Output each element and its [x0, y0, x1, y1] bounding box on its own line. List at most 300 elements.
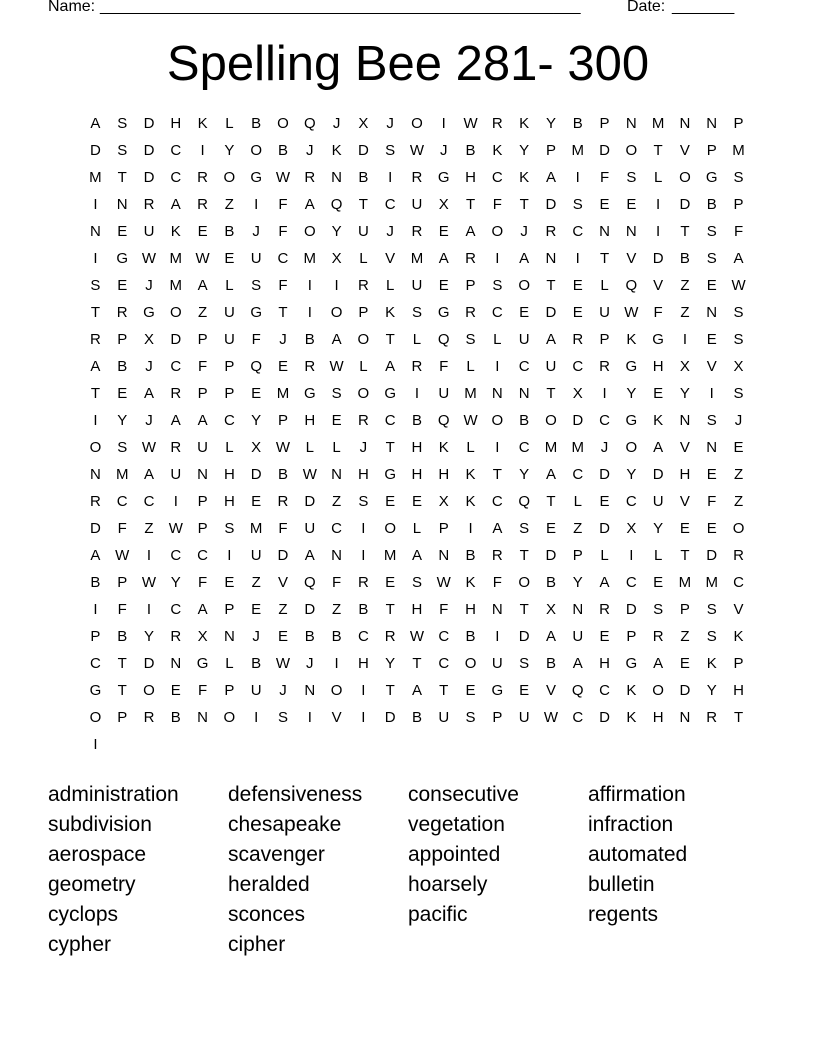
grid-letter: D [277, 547, 289, 564]
grid-letter: B [117, 358, 128, 375]
grid-letter: N [491, 385, 503, 402]
grid-letter: E [706, 277, 717, 294]
grid-letter: S [519, 520, 530, 537]
grid-letter: E [251, 385, 262, 402]
grid-letter: A [653, 439, 664, 456]
word-list-item: aerospace [48, 843, 147, 866]
grid-letter: I [227, 547, 232, 564]
grid-letter: V [545, 682, 556, 699]
grid-letter: R [277, 493, 289, 510]
grid-letter: C [599, 682, 610, 699]
grid-letter: E [385, 493, 396, 510]
grid-letter: E [519, 682, 530, 699]
grid-letter: E [251, 601, 262, 618]
grid-letter: F [117, 520, 127, 537]
grid-letter: W [463, 115, 478, 132]
grid-letter: E [653, 574, 664, 591]
grid-letter: L [359, 250, 368, 267]
word-list-item: cyclops [48, 903, 119, 926]
grid-letter: A [599, 574, 610, 591]
grid-letter: D [679, 196, 691, 213]
grid-letter: E [385, 574, 396, 591]
grid-letter: P [733, 655, 744, 672]
grid-letter: G [491, 682, 504, 699]
grid-letter: Y [626, 466, 637, 483]
grid-letter: U [357, 223, 369, 240]
grid-letter: D [357, 142, 369, 159]
grid-letter: I [575, 169, 580, 186]
grid-letter: P [117, 574, 128, 591]
grid-letter: R [89, 493, 101, 510]
grid-letter: Y [626, 385, 637, 402]
grid-letter: I [93, 250, 98, 267]
grid-letter: F [492, 574, 502, 591]
grid-letter: S [411, 304, 422, 321]
grid-letter: G [625, 412, 638, 429]
grid-letter: W [302, 466, 317, 483]
grid-letter: T [385, 682, 395, 699]
grid-letter: S [331, 385, 342, 402]
grid-letter: A [465, 223, 476, 240]
grid-letter: P [224, 682, 235, 699]
grid-letter: I [334, 277, 339, 294]
grid-letter: I [495, 250, 500, 267]
grid-letter: H [357, 655, 369, 672]
grid-letter: C [277, 250, 289, 267]
grid-letter: E [733, 439, 744, 456]
grid-letter: Z [251, 574, 261, 591]
grid-letter: P [599, 331, 610, 348]
grid-letter: C [491, 304, 503, 321]
grid-letter: T [358, 196, 368, 213]
grid-letter: P [545, 142, 556, 159]
grid-letter: S [626, 169, 637, 186]
grid-letter: C [518, 358, 530, 375]
grid-letter: U [411, 196, 423, 213]
grid-letter: I [93, 601, 98, 618]
grid-letter: R [545, 223, 557, 240]
grid-letter: V [277, 574, 288, 591]
grid-letter: H [652, 358, 664, 375]
grid-letter: T [519, 601, 529, 618]
grid-letter: V [733, 601, 744, 618]
grid-letter: P [90, 628, 101, 645]
grid-letter: Q [303, 115, 316, 132]
grid-letter: H [304, 412, 316, 429]
grid-letter: E [599, 196, 610, 213]
grid-letter: U [438, 709, 450, 726]
grid-letter: C [491, 169, 503, 186]
grid-letter: L [225, 115, 234, 132]
grid-letter: Y [519, 142, 530, 159]
grid-letter: M [276, 385, 290, 402]
grid-letter: S [706, 412, 717, 429]
grid-letter: O [330, 304, 343, 321]
grid-letter: I [361, 682, 366, 699]
grid-letter: U [250, 547, 262, 564]
word-list-item: chesapeake [228, 813, 342, 836]
grid-letter: B [277, 466, 288, 483]
grid-letter: D [599, 466, 610, 483]
word-list-item: heralded [228, 873, 310, 896]
grid-letter: H [438, 466, 450, 483]
grid-letter: N [116, 196, 128, 213]
grid-letter: R [652, 628, 664, 645]
grid-letter: E [679, 655, 690, 672]
grid-letter: F [198, 682, 208, 699]
grid-letter: O [143, 682, 155, 699]
grid-letter: Y [572, 574, 583, 591]
grid-letter: K [706, 655, 717, 672]
grid-letter: T [439, 682, 449, 699]
grid-letter: N [679, 115, 691, 132]
grid-letter: D [304, 601, 316, 618]
grid-letter: N [706, 439, 718, 456]
grid-letter: N [518, 385, 530, 402]
grid-letter: S [224, 520, 235, 537]
grid-letter: F [492, 196, 502, 213]
grid-letter: R [411, 169, 423, 186]
grid-letter: T [546, 493, 556, 510]
grid-letter: M [383, 547, 397, 564]
grid-letter: K [438, 439, 449, 456]
grid-letter: F [278, 520, 288, 537]
grid-letter: W [409, 142, 425, 159]
grid-letter: D [89, 520, 101, 537]
grid-letter: D [545, 547, 557, 564]
grid-letter: S [117, 439, 128, 456]
grid-letter: C [223, 412, 235, 429]
grid-letter: O [491, 223, 504, 240]
grid-letter: O [223, 169, 236, 186]
grid-letter: K [465, 574, 476, 591]
grid-letter: R [116, 304, 128, 321]
grid-letter: I [495, 628, 500, 645]
grid-letter: E [224, 574, 235, 591]
grid-letter: D [143, 169, 155, 186]
grid-letter: U [438, 385, 450, 402]
grid-letter: H [679, 466, 691, 483]
grid-letter: J [145, 358, 153, 375]
grid-letter: R [304, 358, 316, 375]
grid-letter: R [733, 547, 744, 564]
grid-letter: D [545, 304, 557, 321]
grid-letter: B [170, 709, 181, 726]
grid-letter: F [599, 169, 610, 186]
grid-letter: R [491, 547, 503, 564]
grid-letter: E [519, 304, 530, 321]
grid-letter: O [250, 142, 263, 159]
grid-letter: J [279, 331, 287, 348]
grid-letter: A [304, 196, 315, 213]
grid-letter: Y [170, 574, 181, 591]
grid-letter: X [197, 628, 208, 645]
grid-letter: A [438, 250, 449, 267]
grid-letter: I [629, 547, 634, 564]
grid-letter: V [679, 493, 690, 510]
grid-letter: P [117, 709, 128, 726]
grid-letter: Z [573, 520, 583, 537]
grid-letter: L [600, 277, 609, 294]
grid-letter: T [385, 331, 395, 348]
grid-letter: I [361, 520, 366, 537]
grid-letter: T [519, 196, 529, 213]
grid-letter: R [599, 601, 610, 618]
grid-letter: I [388, 169, 393, 186]
grid-letter: T [117, 169, 127, 186]
grid-letter: V [653, 277, 664, 294]
word-list-item: pacific [408, 903, 468, 926]
grid-letter: H [599, 655, 610, 672]
grid-letter: Y [519, 466, 530, 483]
grid-letter: C [143, 493, 155, 510]
grid-letter: P [197, 493, 208, 510]
grid-letter: B [224, 223, 235, 240]
grid-letter: O [277, 115, 289, 132]
grid-letter: S [706, 223, 717, 240]
grid-letter: Y [331, 223, 342, 240]
grid-letter: D [143, 655, 155, 672]
grid-letter: R [197, 169, 208, 186]
grid-letter: B [545, 574, 556, 591]
grid-letter: F [278, 277, 288, 294]
grid-letter: O [357, 385, 370, 402]
grid-letter: T [546, 277, 556, 294]
grid-letter: M [89, 169, 102, 186]
word-list-item [408, 931, 588, 961]
grid-letter: M [169, 250, 183, 267]
grid-letter: R [170, 628, 182, 645]
grid-letter: C [572, 358, 584, 375]
grid-letter: K [626, 709, 637, 726]
grid-letter: A [90, 115, 101, 132]
grid-letter: T [733, 709, 744, 726]
grid-letter: A [170, 412, 181, 429]
grid-letter: L [653, 169, 663, 186]
grid-letter: X [358, 115, 369, 132]
grid-letter: Z [144, 520, 154, 537]
grid-letter: T [90, 304, 100, 321]
grid-letter: P [358, 304, 369, 321]
grid-letter: E [465, 682, 476, 699]
word-list-item [588, 931, 768, 961]
grid-letter: A [197, 601, 208, 618]
grid-letter: N [223, 628, 235, 645]
grid-letter: A [545, 466, 556, 483]
grid-letter: K [519, 169, 530, 186]
grid-letter: B [358, 601, 369, 618]
grid-letter: W [436, 574, 451, 591]
grid-letter: H [411, 439, 423, 456]
grid-letter: J [306, 142, 314, 159]
grid-letter: I [146, 547, 152, 564]
grid-letter: P [572, 547, 583, 564]
grid-letter: L [225, 439, 234, 456]
grid-letter: U [223, 331, 235, 348]
grid-letter: S [519, 655, 530, 672]
grid-letter: D [143, 142, 155, 159]
grid-letter: H [733, 682, 744, 699]
grid-letter: Q [330, 196, 343, 213]
grid-letter: M [410, 250, 424, 267]
grid-letter: A [519, 250, 530, 267]
grid-letter: F [278, 223, 288, 240]
word-list-item: scavenger [228, 843, 325, 866]
grid-letter: W [275, 439, 291, 456]
grid-letter: F [198, 358, 208, 375]
grid-letter: F [733, 223, 744, 240]
grid-letter: H [411, 601, 423, 618]
grid-letter: S [572, 196, 583, 213]
grid-letter: E [626, 196, 637, 213]
grid-letter: W [731, 277, 746, 294]
grid-letter: S [733, 385, 744, 402]
grid-letter: S [465, 331, 476, 348]
word-list [48, 781, 768, 961]
grid-letter: M [732, 142, 745, 159]
grid-letter: D [679, 682, 691, 699]
grid-letter: D [599, 709, 610, 726]
grid-letter: K [465, 493, 476, 510]
grid-letter: T [546, 385, 556, 402]
grid-letter: F [198, 574, 208, 591]
grid-letter: C [170, 169, 182, 186]
grid-letter: J [145, 412, 153, 429]
grid-letter: A [143, 385, 154, 402]
grid-letter: K [626, 682, 637, 699]
grid-letter: N [545, 250, 557, 267]
grid-letter: G [384, 466, 396, 483]
grid-letter: U [170, 466, 182, 483]
grid-letter: I [495, 358, 500, 375]
grid-letter: I [656, 196, 661, 213]
grid-letter: G [437, 304, 450, 321]
grid-letter: S [251, 277, 262, 294]
grid-letter: U [250, 682, 262, 699]
grid-letter: R [599, 358, 610, 375]
grid-letter: L [573, 493, 582, 510]
grid-letter: M [678, 574, 692, 591]
grid-letter: O [464, 655, 477, 672]
grid-letter: C [116, 493, 128, 510]
grid-letter: H [465, 169, 476, 186]
grid-letter: K [626, 331, 637, 348]
grid-letter: D [706, 547, 718, 564]
grid-letter: S [706, 628, 717, 645]
grid-letter: G [250, 169, 263, 186]
grid-letter: I [254, 196, 259, 213]
grid-letter: C [599, 412, 610, 429]
grid-letter: C [170, 547, 182, 564]
grid-letter: L [466, 439, 475, 456]
grid-letter: O [384, 520, 396, 537]
date-field-line: _______ [672, 0, 735, 15]
grid-letter: C [197, 547, 208, 564]
grid-letter: N [706, 115, 718, 132]
grid-letter: R [411, 223, 423, 240]
grid-letter: P [197, 385, 208, 402]
grid-letter: A [733, 250, 744, 267]
grid-letter: A [572, 655, 583, 672]
grid-letter: E [251, 493, 262, 510]
grid-letter: O [89, 709, 102, 726]
grid-letter: B [251, 115, 262, 132]
grid-letter: C [572, 709, 584, 726]
grid-letter: O [652, 682, 664, 699]
word-list-item: appointed [408, 843, 501, 866]
grid-letter: S [465, 709, 476, 726]
grid-letter: M [115, 466, 129, 483]
grid-letter: E [277, 628, 288, 645]
grid-letter: P [706, 142, 717, 159]
grid-letter: N [197, 466, 208, 483]
grid-letter: Z [733, 493, 744, 510]
word-list-item: consecutive [408, 783, 519, 806]
grid-letter: N [679, 709, 691, 726]
grid-letter: I [495, 439, 500, 456]
grid-letter: P [679, 601, 690, 618]
grid-letter: B [411, 709, 422, 726]
grid-letter: T [117, 655, 127, 672]
word-list-item: bulletin [588, 873, 655, 896]
grid-letter: R [357, 412, 369, 429]
grid-letter: C [625, 574, 637, 591]
grid-letter: K [519, 115, 530, 132]
grid-letter: E [224, 250, 235, 267]
grid-letter: U [491, 655, 503, 672]
grid-letter: I [709, 385, 714, 402]
grid-letter: C [384, 196, 396, 213]
grid-letter: V [679, 439, 690, 456]
grid-letter: T [680, 547, 690, 564]
grid-letter: R [384, 628, 396, 645]
grid-letter: B [90, 574, 101, 591]
grid-letter: J [279, 682, 287, 699]
grid-letter: S [117, 142, 128, 159]
grid-letter: X [733, 358, 744, 375]
grid-letter: M [249, 520, 263, 537]
grid-letter: M [651, 115, 665, 132]
grid-letter: B [519, 412, 530, 429]
grid-letter: P [197, 520, 208, 537]
grid-letter: Z [331, 493, 342, 510]
grid-letter: L [332, 439, 341, 456]
grid-letter: F [278, 196, 288, 213]
grid-letter: S [358, 493, 369, 510]
grid-letter: O [357, 331, 370, 348]
grid-letter: U [411, 277, 423, 294]
grid-letter: G [625, 358, 638, 375]
grid-letter: A [197, 412, 208, 429]
grid-letter: G [250, 304, 263, 321]
grid-letter: I [254, 709, 259, 726]
grid-letter: D [599, 142, 610, 159]
grid-letter: A [545, 628, 556, 645]
grid-letter: B [331, 628, 342, 645]
grid-letter: J [359, 439, 368, 456]
grid-letter: J [145, 277, 153, 294]
grid-letter: I [334, 655, 339, 672]
grid-letter: E [277, 358, 288, 375]
grid-letter: R [170, 385, 182, 402]
name-field-line: ______________________________________________________ [100, 0, 581, 15]
grid-letter: Q [625, 277, 638, 294]
grid-letter: B [358, 169, 369, 186]
grid-letter: L [305, 439, 314, 456]
grid-letter: E [331, 412, 342, 429]
grid-letter: G [196, 655, 209, 672]
grid-letter: W [168, 520, 183, 537]
